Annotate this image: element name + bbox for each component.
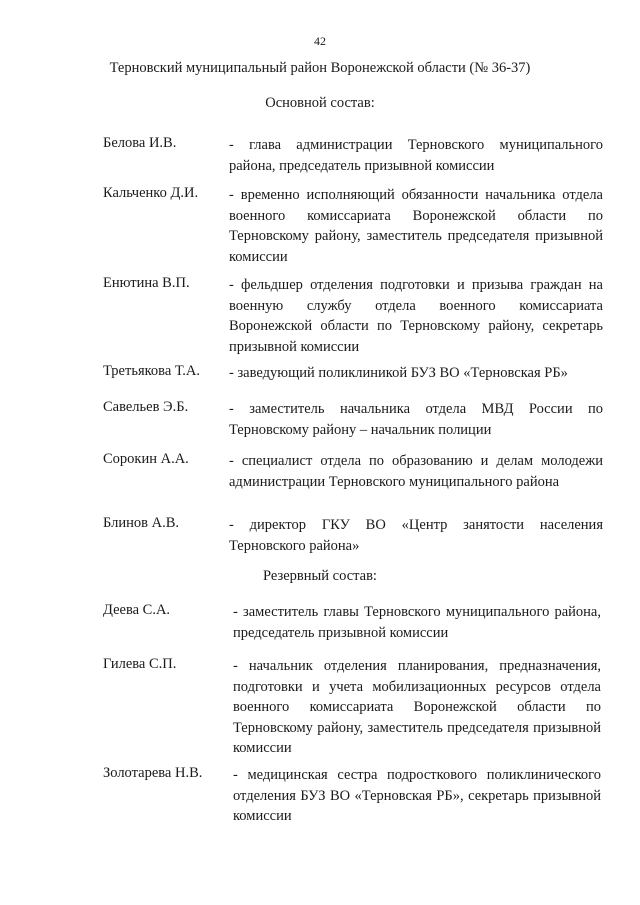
member-role: - медицинская сестра подросткового поликлинического отделения БУЗ ВО «Терновская РБ», секретарь призывной комиссии (233, 767, 601, 824)
member-name: Савельев Э.Б. (103, 399, 189, 415)
member-name: Золотарева Н.В. (103, 765, 203, 781)
member-name: Третьякова Т.А. (103, 363, 201, 379)
member-name: Деева С.А. (103, 602, 171, 618)
member-name: Гилева С.П. (103, 656, 177, 672)
document-title: Терновский муниципальный район Воронежской области (№ 36-37) (109, 60, 531, 76)
member-name: Енютина В.П. (103, 275, 190, 291)
member-name: Белова И.В. (103, 135, 177, 151)
member-name: Блинов А.В. (103, 515, 180, 531)
member-role: - начальник отделения планирования, предназначения, подготовки и учета мобилизационных ресурсов отдела военного комиссариата Воронежской области по Терновскому району, заместитель председателя призывной комиссии (233, 658, 601, 756)
reserve-section-heading: Резервный состав: (263, 568, 377, 584)
member-role: - временно исполняющий обязанности начальника отдела военного комиссариата Воронежской области по Терновскому району, заместитель председателя призывной комиссии (229, 187, 603, 265)
page-number: 42 (314, 34, 326, 48)
member-role: - заместитель начальника отдела МВД России по Терновскому району – начальник полиции (229, 401, 603, 438)
member-role: - директор ГКУ ВО «Центр занятости населения Терновского района» (229, 517, 603, 554)
member-name: Сорокин А.А. (103, 451, 189, 467)
main-section-heading: Основной состав: (265, 95, 375, 111)
member-role: - заведующий поликлиникой БУЗ ВО «Терновская РБ» (229, 365, 568, 381)
member-role: - фельдшер отделения подготовки и призыва граждан на военную службу отдела военного комиссариата Воронежской области по Терновскому району, секретарь призывной комиссии (229, 277, 603, 355)
member-name: Кальченко Д.И. (103, 185, 199, 201)
member-role: - специалист отдела по образованию и делам молодежи администрации Терновского муниципального района (229, 453, 603, 490)
member-role: - глава администрации Терновского муниципального района, председатель призывной комиссии (229, 137, 603, 174)
member-role: - заместитель главы Терновского муниципального района, председатель призывной комиссии (233, 604, 601, 641)
